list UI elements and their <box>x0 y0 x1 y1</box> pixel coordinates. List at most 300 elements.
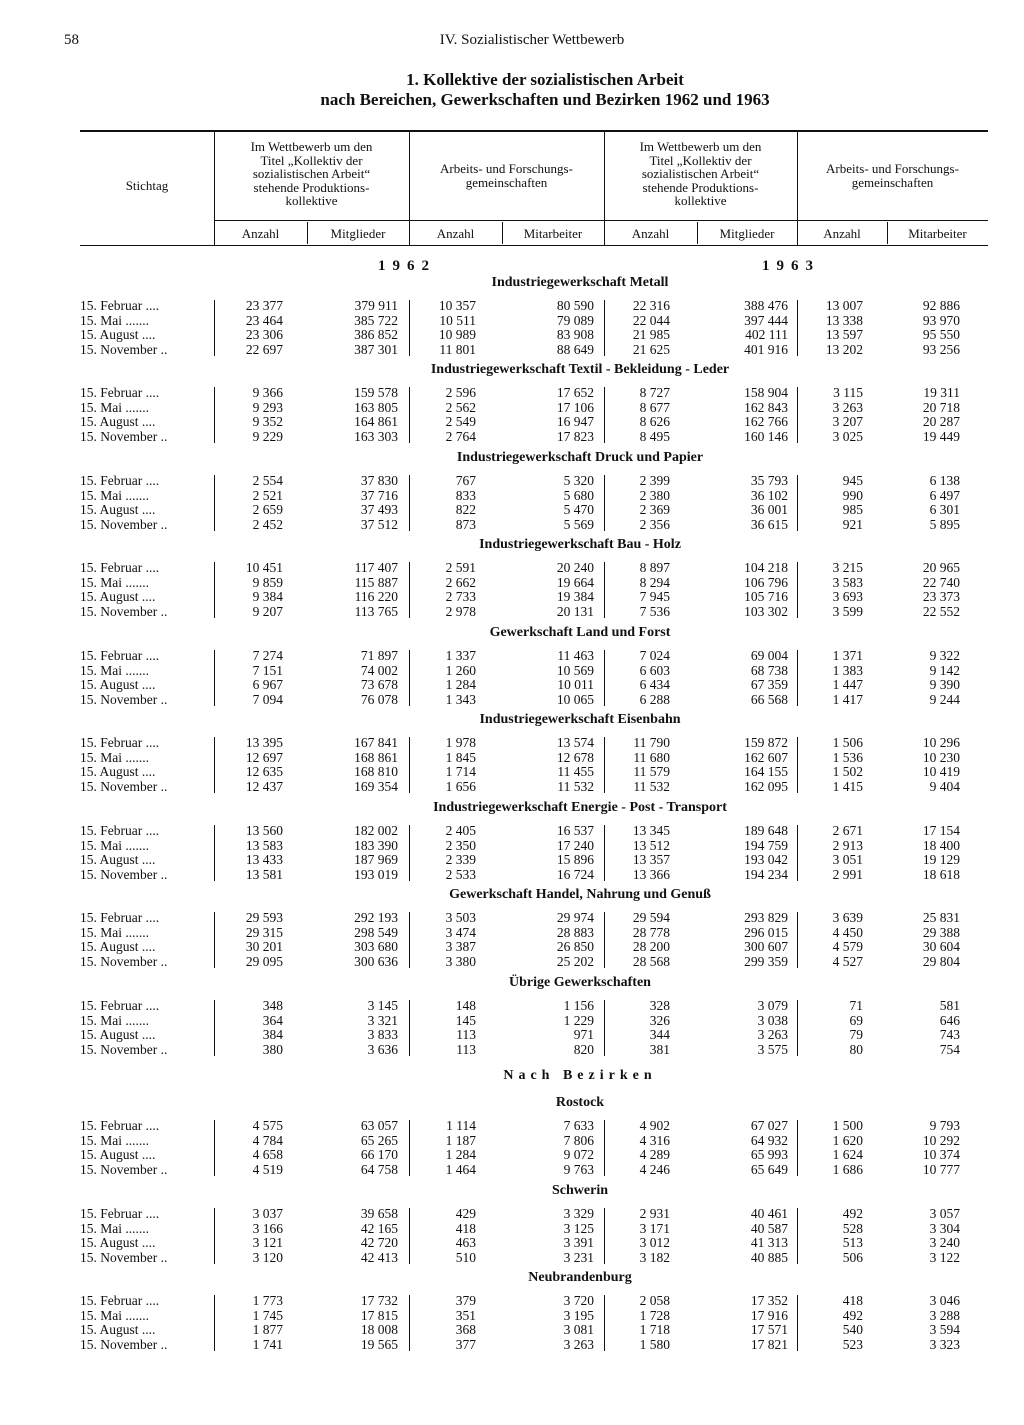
table-cell: 4 784 <box>252 1132 283 1148</box>
table-cell: 13 583 <box>245 837 283 853</box>
table-cell: 9 207 <box>252 603 283 619</box>
row-label: 15. November .. <box>80 953 168 969</box>
table-cell: 162 607 <box>744 749 788 765</box>
subheader-anzahl: Anzahl <box>241 226 280 241</box>
table-cell: 9 366 <box>252 385 283 400</box>
header-line: Im Wettbewerb um den <box>250 139 373 154</box>
section-heading: Neubrandenburg <box>528 1270 632 1285</box>
table-cell: 513 <box>842 1235 863 1250</box>
table-cell: 92 886 <box>922 298 960 313</box>
row-label: 15. Februar .... <box>80 998 160 1013</box>
table-cell: 3 231 <box>563 1249 594 1265</box>
table-cell: 23 373 <box>922 589 960 604</box>
table-cell: 3 594 <box>929 1322 960 1337</box>
header-line: Im Wettbewerb um den <box>639 139 762 154</box>
table-cell: 17 154 <box>922 823 960 838</box>
table-cell: 10 419 <box>922 764 960 779</box>
table-cell: 3 051 <box>832 852 863 867</box>
row-label: 15. August .... <box>80 327 156 342</box>
row-label: 15. November .. <box>80 603 168 619</box>
table-cell: 4 246 <box>639 1161 670 1177</box>
table-cell: 3 833 <box>367 1027 398 1042</box>
table-cell: 13 366 <box>632 866 670 882</box>
section-heading: Industriegewerkschaft Textil - Bekleidung - Leder <box>430 362 730 377</box>
table-cell: 13 581 <box>245 866 283 882</box>
table-cell: 3 081 <box>563 1322 594 1337</box>
table-cell: 2 405 <box>445 823 476 838</box>
table-cell: 40 461 <box>750 1206 788 1221</box>
header-line: stehende Produktions- <box>642 179 759 195</box>
table-cell: 9 244 <box>929 691 960 707</box>
table-cell: 2 369 <box>639 502 670 517</box>
section-heading: Industriegewerkschaft Metall <box>491 275 669 290</box>
table-cell: 10 357 <box>438 298 476 313</box>
table-cell: 3 207 <box>832 414 863 429</box>
table-cell: 4 519 <box>252 1161 283 1177</box>
table-cell: 66 568 <box>750 691 788 707</box>
column-divider <box>214 825 215 881</box>
table-cell: 2 662 <box>445 574 476 590</box>
table-cell: 9 229 <box>252 428 283 444</box>
table-cell: 17 732 <box>360 1293 398 1308</box>
page-number: 58 <box>64 32 79 48</box>
table-cell: 29 804 <box>922 953 960 969</box>
table-cell: 13 574 <box>556 735 594 750</box>
table-cell: 1 506 <box>832 735 863 750</box>
table-cell: 20 718 <box>922 399 960 415</box>
table-cell: 351 <box>455 1307 476 1323</box>
table-cell: 37 830 <box>360 473 398 488</box>
table-cell: 162 095 <box>744 778 788 794</box>
table-cell: 402 111 <box>745 327 788 342</box>
table-cell: 3 391 <box>563 1235 594 1250</box>
table-cell: 1 656 <box>445 778 476 794</box>
table-cell: 1 343 <box>445 691 476 707</box>
table-cell: 945 <box>842 473 863 488</box>
table-cell: 83 908 <box>556 327 594 342</box>
table-cell: 7 094 <box>252 691 283 707</box>
table-cell: 6 603 <box>639 662 670 678</box>
column-divider <box>214 300 215 356</box>
table-cell: 17 815 <box>360 1307 398 1323</box>
table-cell: 300 636 <box>354 953 398 969</box>
section-heading: Industriegewerkschaft Energie - Post - Transport <box>433 800 727 815</box>
column-divider <box>797 300 798 356</box>
table-cell: 17 352 <box>750 1293 788 1308</box>
table-cell: 159 872 <box>744 735 788 750</box>
table-cell: 7 151 <box>252 662 283 678</box>
table-cell: 2 380 <box>639 487 670 503</box>
row-label: 15. November .. <box>80 778 168 794</box>
table-cell: 116 220 <box>354 589 398 604</box>
year-1962: 1962 <box>378 258 436 274</box>
table-cell: 113 <box>456 1041 476 1057</box>
table-cell: 528 <box>842 1220 863 1236</box>
row-label: 15. Mai ....... <box>80 1012 149 1028</box>
table-cell: 11 455 <box>557 764 594 779</box>
header-line: gemeinschaften <box>465 174 548 190</box>
table-cell: 6 497 <box>929 487 960 503</box>
table-cell: 9 793 <box>929 1118 960 1133</box>
table-cell: 167 841 <box>354 735 398 750</box>
table-cell: 3 145 <box>367 998 398 1013</box>
table-cell: 20 965 <box>922 560 960 575</box>
table-cell: 19 565 <box>360 1336 398 1352</box>
table-cell: 9 142 <box>929 662 960 678</box>
table-cell: 820 <box>573 1041 594 1057</box>
row-label: 15. August .... <box>80 1147 156 1162</box>
table-cell: 4 289 <box>639 1147 670 1162</box>
table-cell: 767 <box>455 473 476 488</box>
table-cell: 29 095 <box>245 953 283 969</box>
table-cell: 193 042 <box>744 852 788 867</box>
table-cell: 79 <box>849 1027 863 1042</box>
header-line: stehende Produktions- <box>253 179 370 195</box>
table-cell: 11 463 <box>557 648 594 663</box>
table-cell: 971 <box>573 1027 594 1042</box>
table-cell: 7 024 <box>639 648 670 663</box>
column-divider <box>604 650 605 706</box>
table-cell: 299 359 <box>744 953 788 969</box>
table-cell: 17 106 <box>556 399 594 415</box>
table-cell: 1 718 <box>639 1322 670 1337</box>
table-cell: 11 680 <box>633 749 670 765</box>
column-divider <box>604 912 605 968</box>
table-cell: 4 575 <box>252 1118 283 1133</box>
table-cell: 3 012 <box>639 1235 670 1250</box>
table-cell: 379 <box>455 1293 476 1308</box>
section-heading: Gewerkschaft Handel, Nahrung und Genuß <box>449 887 711 902</box>
table-cell: 168 861 <box>354 749 398 765</box>
table-cell: 12 697 <box>245 749 283 765</box>
table-cell: 2 978 <box>445 603 476 619</box>
table-cell: 193 019 <box>354 866 398 882</box>
row-label: 15. Februar .... <box>80 1293 160 1308</box>
table-cell: 1 415 <box>832 778 863 794</box>
table-cell: 29 974 <box>556 910 594 925</box>
table-cell: 3 636 <box>367 1041 398 1057</box>
table-cell: 1 502 <box>832 764 863 779</box>
table-cell: 17 652 <box>556 385 594 400</box>
table-cell: 2 659 <box>252 502 283 517</box>
page-title: 1. Kollektive der sozialistischen Arbeit <box>406 70 684 89</box>
table-cell: 540 <box>842 1322 863 1337</box>
table-cell: 873 <box>455 516 476 532</box>
table-cell: 2 521 <box>252 487 283 503</box>
table-cell: 3 263 <box>563 1336 594 1352</box>
table-cell: 381 <box>649 1041 670 1057</box>
table-cell: 397 444 <box>744 312 788 328</box>
table-cell: 39 658 <box>360 1206 398 1221</box>
row-label: 15. August .... <box>80 939 156 954</box>
table-cell: 23 377 <box>245 298 283 313</box>
table-cell: 11 532 <box>557 778 594 794</box>
table-cell: 3 321 <box>367 1012 398 1028</box>
table-cell: 418 <box>455 1220 476 1236</box>
row-label: 15. November .. <box>80 1336 168 1352</box>
table-cell: 13 597 <box>825 327 863 342</box>
table-cell: 2 596 <box>445 385 476 400</box>
table-cell: 22 316 <box>632 298 670 313</box>
table-cell: 4 527 <box>832 953 863 969</box>
table-cell: 65 993 <box>750 1147 788 1162</box>
column-divider <box>214 562 215 618</box>
table-cell: 292 193 <box>354 910 398 925</box>
table-cell: 13 007 <box>825 298 863 313</box>
running-head: IV. Sozialistischer Wettbewerb <box>439 32 625 48</box>
column-divider <box>797 1000 798 1056</box>
column-divider <box>214 912 215 968</box>
table-cell: 79 089 <box>556 312 594 328</box>
row-label: 15. Mai ....... <box>80 1132 149 1148</box>
table-cell: 64 758 <box>360 1161 398 1177</box>
table-cell: 822 <box>455 502 476 517</box>
table-cell: 985 <box>842 502 863 517</box>
header-stichtag: Stichtag <box>125 178 169 193</box>
subheader-mitarbeiter: Mitarbeiter <box>523 226 583 241</box>
row-label: 15. Mai ....... <box>80 487 149 503</box>
table-cell: 2 339 <box>445 852 476 867</box>
table-cell: 4 902 <box>639 1118 670 1133</box>
row-label: 15. November .. <box>80 691 168 707</box>
table-cell: 3 599 <box>832 603 863 619</box>
row-label: 15. Februar .... <box>80 298 160 313</box>
table-cell: 379 911 <box>354 298 398 313</box>
table-cell: 71 897 <box>360 648 398 663</box>
table-cell: 2 452 <box>252 516 283 532</box>
table-cell: 3 122 <box>929 1249 960 1265</box>
row-label: 15. August .... <box>80 589 156 604</box>
table-cell: 2 764 <box>445 428 476 444</box>
table-cell: 10 292 <box>922 1132 960 1148</box>
table-cell: 1 114 <box>446 1118 476 1133</box>
row-label: 15. Februar .... <box>80 735 160 750</box>
table-cell: 1 686 <box>832 1161 863 1177</box>
section-heading: Industriegewerkschaft Druck und Papier <box>456 450 704 465</box>
table-cell: 10 065 <box>556 691 594 707</box>
table-cell: 183 390 <box>354 837 398 853</box>
table-cell: 9 384 <box>252 589 283 604</box>
table-cell: 4 658 <box>252 1147 283 1162</box>
column-divider <box>409 1120 410 1176</box>
row-label: 15. Mai ....... <box>80 749 149 765</box>
table-cell: 401 916 <box>744 341 788 357</box>
table-cell: 3 037 <box>252 1206 283 1221</box>
table-cell: 10 374 <box>922 1147 960 1162</box>
table-cell: 3 121 <box>252 1235 283 1250</box>
table-cell: 3 323 <box>929 1336 960 1352</box>
header-line: gemeinschaften <box>851 174 934 190</box>
table-cell: 93 256 <box>922 341 960 357</box>
table-cell: 368 <box>455 1322 476 1337</box>
column-divider <box>604 1208 605 1264</box>
table-cell: 164 861 <box>354 414 398 429</box>
column-divider <box>214 387 215 443</box>
column-divider <box>409 737 410 793</box>
table-cell: 6 288 <box>639 691 670 707</box>
table-cell: 113 765 <box>354 603 398 619</box>
table-cell: 3 329 <box>563 1206 594 1221</box>
table-cell: 42 720 <box>360 1235 398 1250</box>
table-cell: 20 240 <box>556 560 594 575</box>
table-cell: 386 852 <box>354 327 398 342</box>
column-divider <box>797 387 798 443</box>
year-1963: 1963 <box>762 258 820 274</box>
table-cell: 23 306 <box>245 327 283 342</box>
table-cell: 380 <box>262 1041 283 1057</box>
table-cell: 1 464 <box>445 1161 476 1177</box>
table-cell: 103 302 <box>744 603 788 619</box>
table-cell: 194 759 <box>744 837 788 853</box>
column-divider <box>214 737 215 793</box>
table-cell: 6 434 <box>639 677 670 692</box>
table-cell: 1 337 <box>445 648 476 663</box>
table-cell: 65 265 <box>360 1132 398 1148</box>
table-cell: 2 991 <box>832 866 863 882</box>
table-cell: 18 008 <box>360 1322 398 1337</box>
table-cell: 19 129 <box>922 852 960 867</box>
page-subtitle: nach Bereichen, Gewerkschaften und Bezirken 1962 und 1963 <box>320 90 770 109</box>
table-cell: 5 470 <box>563 502 594 517</box>
table-cell: 22 740 <box>922 574 960 590</box>
table-cell: 492 <box>842 1307 863 1323</box>
table-cell: 28 883 <box>556 924 594 940</box>
table-cell: 2 350 <box>445 837 476 853</box>
header-line: Arbeits- und Forschungs- <box>440 161 573 176</box>
table-cell: 4 450 <box>832 924 863 940</box>
table-cell: 68 738 <box>750 662 788 678</box>
column-divider <box>604 475 605 531</box>
table-cell: 1 978 <box>445 735 476 750</box>
table-cell: 117 407 <box>354 560 398 575</box>
subheader-mitglieder: Mitglieder <box>330 226 386 241</box>
table-cell: 293 829 <box>744 910 788 925</box>
table-cell: 2 554 <box>252 473 283 488</box>
table-cell: 743 <box>939 1027 960 1042</box>
table-cell: 7 945 <box>639 589 670 604</box>
table-cell: 164 155 <box>744 764 788 779</box>
column-divider <box>214 475 215 531</box>
row-label: 15. Februar .... <box>80 910 160 925</box>
row-label: 15. August .... <box>80 1322 156 1337</box>
table-cell: 9 390 <box>929 677 960 692</box>
column-divider <box>604 1295 605 1351</box>
table-cell: 385 722 <box>354 312 398 328</box>
table-cell: 3 693 <box>832 589 863 604</box>
table-cell: 65 649 <box>750 1161 788 1177</box>
table-cell: 162 766 <box>744 414 788 429</box>
table-cell: 37 493 <box>360 502 398 517</box>
table-cell: 1 500 <box>832 1118 863 1133</box>
table-cell: 36 102 <box>750 487 788 503</box>
table-cell: 1 845 <box>445 749 476 765</box>
table-cell: 2 058 <box>639 1293 670 1308</box>
table-cell: 189 648 <box>744 823 788 838</box>
table-cell: 17 823 <box>556 428 594 444</box>
table-cell: 67 359 <box>750 677 788 692</box>
table-cell: 13 345 <box>632 823 670 838</box>
table-cell: 13 512 <box>632 837 670 853</box>
table-cell: 28 200 <box>632 939 670 954</box>
table-cell: 20 287 <box>922 414 960 429</box>
table-cell: 2 533 <box>445 866 476 882</box>
table-cell: 9 352 <box>252 414 283 429</box>
table-cell: 298 549 <box>354 924 398 940</box>
table-cell: 3 720 <box>563 1293 594 1308</box>
table-cell: 12 678 <box>556 749 594 765</box>
table-cell: 646 <box>939 1012 960 1028</box>
table-cell: 115 887 <box>354 574 398 590</box>
row-label: 15. Mai ....... <box>80 312 149 328</box>
column-divider <box>797 1208 798 1264</box>
table-cell: 25 202 <box>556 953 594 969</box>
table-cell: 37 716 <box>360 487 398 503</box>
table-cell: 66 170 <box>360 1147 398 1162</box>
table-cell: 1 260 <box>445 662 476 678</box>
table-cell: 2 733 <box>445 589 476 604</box>
table-cell: 36 615 <box>750 516 788 532</box>
section-heading-bezirke: Nach Bezirken <box>503 1068 657 1083</box>
table-cell: 3 288 <box>929 1307 960 1323</box>
table-cell: 377 <box>455 1336 476 1352</box>
table-cell: 35 793 <box>750 473 788 488</box>
table-cell: 10 451 <box>245 560 283 575</box>
table-cell: 10 230 <box>922 749 960 765</box>
column-divider <box>214 650 215 706</box>
table-cell: 2 671 <box>832 823 863 838</box>
table-cell: 3 215 <box>832 560 863 575</box>
table-cell: 187 969 <box>354 852 398 867</box>
table-cell: 833 <box>455 487 476 503</box>
table-cell: 7 274 <box>252 648 283 663</box>
table-cell: 5 569 <box>563 516 594 532</box>
table-cell: 10 296 <box>922 735 960 750</box>
row-label: 15. Mai ....... <box>80 924 149 940</box>
table-cell: 1 620 <box>832 1132 863 1148</box>
row-label: 15. August .... <box>80 852 156 867</box>
header-line: Titel „Kollektiv der <box>649 152 752 168</box>
table-cell: 10 569 <box>556 662 594 678</box>
table-cell: 9 859 <box>252 574 283 590</box>
table-cell: 2 356 <box>639 516 670 532</box>
table-cell: 1 773 <box>252 1293 283 1308</box>
table-cell: 8 294 <box>639 574 670 590</box>
row-label: 15. August .... <box>80 502 156 517</box>
table-cell: 364 <box>262 1012 283 1028</box>
row-label: 15. Februar .... <box>80 648 160 663</box>
table-cell: 3 583 <box>832 574 863 590</box>
column-divider <box>797 475 798 531</box>
table-cell: 11 532 <box>633 778 670 794</box>
table-cell: 22 552 <box>922 603 960 619</box>
table-cell: 2 549 <box>445 414 476 429</box>
row-label: 15. Mai ....... <box>80 837 149 853</box>
table-cell: 13 433 <box>245 852 283 867</box>
table-cell: 145 <box>455 1012 476 1028</box>
table-cell: 64 932 <box>750 1132 788 1148</box>
table-cell: 182 002 <box>354 823 398 838</box>
table-cell: 69 004 <box>750 648 788 663</box>
row-label: 15. Februar .... <box>80 1118 160 1133</box>
table-cell: 17 240 <box>556 837 594 853</box>
table-cell: 158 904 <box>744 385 788 400</box>
table-cell: 990 <box>842 487 863 503</box>
row-label: 15. Mai ....... <box>80 1220 149 1236</box>
table-cell: 388 476 <box>744 298 788 313</box>
table-cell: 22 044 <box>632 312 670 328</box>
table-cell: 7 536 <box>639 603 670 619</box>
table-cell: 16 724 <box>556 866 594 882</box>
